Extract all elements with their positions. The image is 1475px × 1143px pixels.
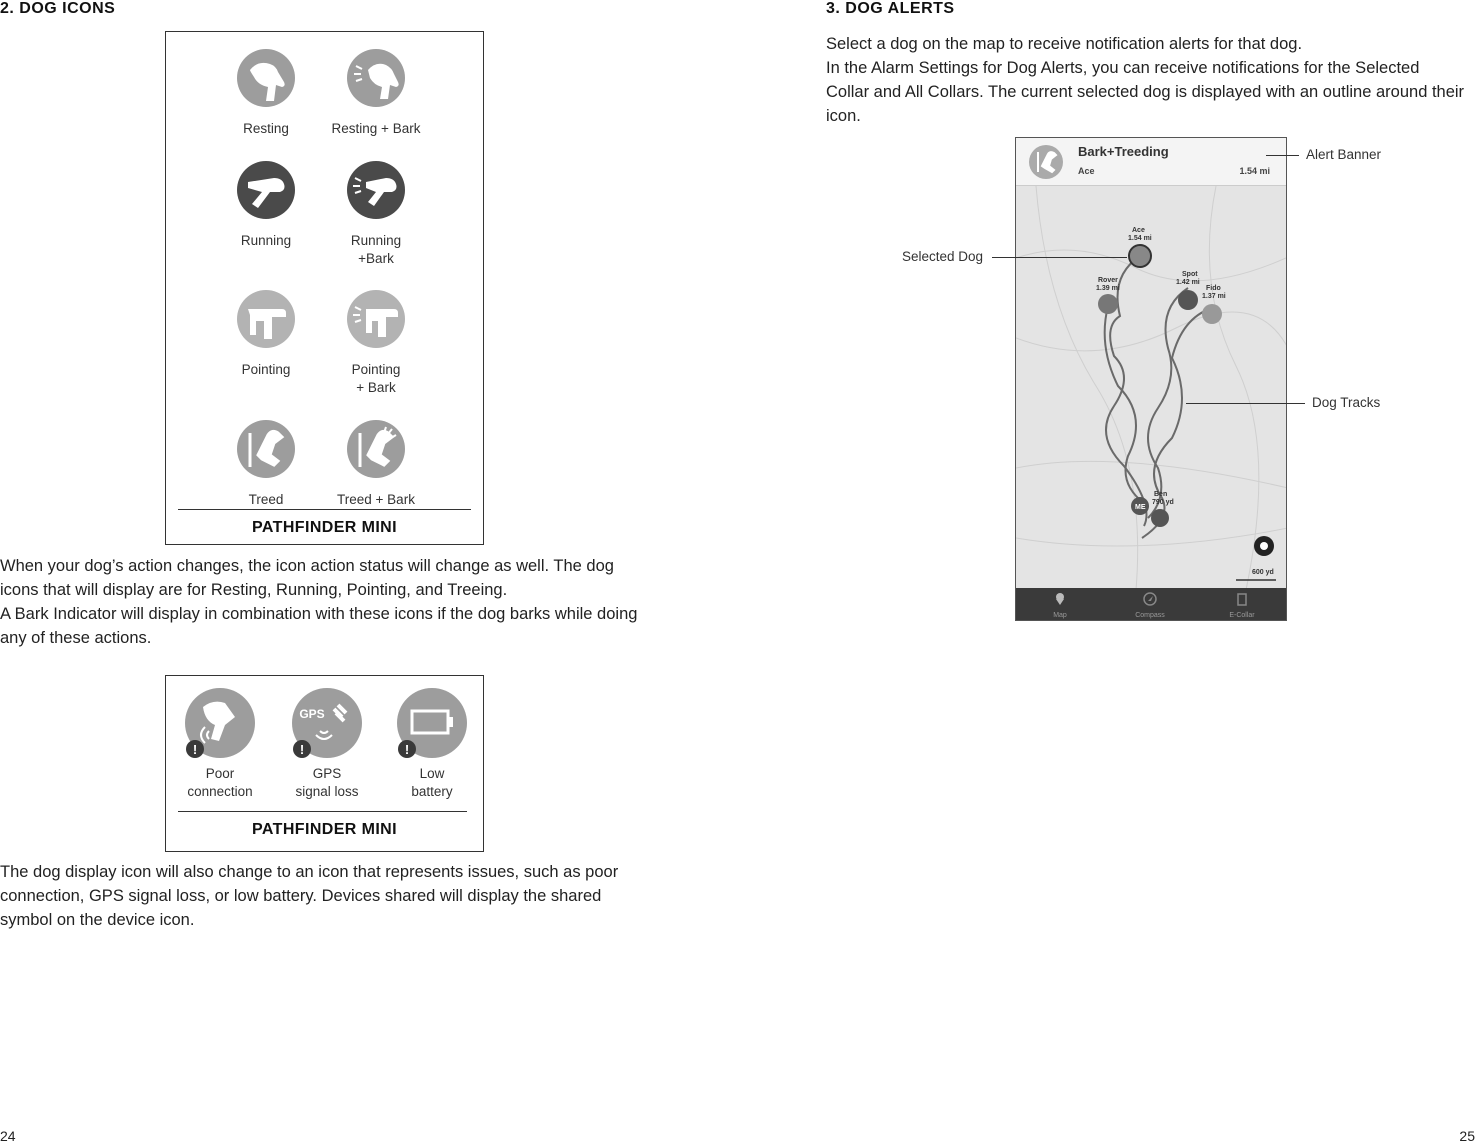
status-label: Resting <box>243 121 289 136</box>
section-heading-dog-alerts: 3. DOG ALERTS <box>826 0 955 17</box>
app-screenshot <box>1015 137 1287 621</box>
box-divider <box>178 509 471 510</box>
callout-dog-tracks: Dog Tracks <box>1312 395 1381 410</box>
page-number-right: 25 <box>1459 1128 1475 1143</box>
page-number-left: 24 <box>0 1128 16 1143</box>
paragraph-dog-icons: When your dog’s action changes, the icon action status will change as well. The dog icons that will display are for Resting, Running, Pointing, and Treeing. A Bark Indicator will display in combination with these icons if the dog barks while doing any of these actions. <box>0 557 638 647</box>
map-pin-icon <box>1053 592 1067 606</box>
callout-line-alert-banner <box>1266 155 1299 156</box>
status-label: Pointing <box>241 362 291 377</box>
bottom-tab-bar <box>1016 588 1286 620</box>
paragraph-issue-icons: The dog display icon will also change to an icon that represents issues, such as poor connection, GPS signal loss, or low battery. Devices shared will display the shared symbol on the device icon. <box>0 863 619 929</box>
status-label: Resting + Bark <box>331 121 421 136</box>
dog-running-icon <box>236 160 296 220</box>
issue-icons-box <box>165 675 484 852</box>
status-running <box>206 160 326 250</box>
gps-signal-loss-icon <box>290 687 364 761</box>
dog-label-name: Rover <box>1098 277 1118 284</box>
alert-banner[interactable] <box>1016 138 1286 186</box>
dog-treed-icon <box>236 419 296 479</box>
status-pointing <box>206 289 326 379</box>
status-resting-bark <box>316 48 436 138</box>
dog-label-distance: 1.37 mi <box>1202 293 1226 300</box>
issue-label: Low battery <box>411 766 453 799</box>
status-label: Running <box>240 233 292 248</box>
map-view <box>1016 138 1287 621</box>
poor-connection-icon <box>183 687 257 761</box>
issue-poor-connection <box>160 687 280 801</box>
issue-low-battery <box>372 687 492 801</box>
dog-resting-icon <box>236 48 296 108</box>
dog-label-name: Ace <box>1132 227 1145 234</box>
low-battery-icon <box>395 687 469 761</box>
dog-label-distance: 1.39 mi <box>1096 285 1120 292</box>
issue-label: Poor connection <box>187 766 253 799</box>
dog-label-name: Spot <box>1182 271 1198 278</box>
dog-pointing-bark-icon <box>346 289 406 349</box>
dog-pointing-icon <box>236 289 296 349</box>
status-label: Treed + Bark <box>337 492 415 507</box>
dog-label-distance: 1.42 mi <box>1176 279 1200 286</box>
callout-line-dog-tracks <box>1186 403 1305 404</box>
gps-badge-text: GPS <box>299 707 325 721</box>
dog-icons-box <box>165 31 484 545</box>
dog-treed-bark-icon <box>346 419 406 479</box>
status-treed-bark <box>316 419 436 509</box>
dog-label-distance: 790 yd <box>1152 499 1174 506</box>
box-title: PATHFINDER MINI <box>252 821 397 838</box>
dog-treed-bark-icon <box>1028 144 1064 180</box>
alert-banner-dog: Ace <box>1078 166 1095 176</box>
alert-banner-title: Bark+Treeding <box>1078 144 1169 159</box>
box-title: PATHFINDER MINI <box>252 519 397 536</box>
status-running-bark <box>316 160 436 268</box>
issue-gps-signal-loss <box>267 687 387 801</box>
box-divider <box>178 811 467 812</box>
compass-icon <box>1143 592 1157 606</box>
tab-e-collar[interactable]: E-Collar <box>1229 612 1255 619</box>
status-label: Pointing + Bark <box>351 362 401 395</box>
dog-running-bark-icon <box>346 160 406 220</box>
paragraph-dog-alerts: Select a dog on the map to receive notification alerts for that dog. In the Alarm Settings for Dog Alerts, you can receive notifications for the Selected Collar and All Collars. The current selected dog is displayed with an outline around their icon. <box>826 35 1465 125</box>
e-collar-icon <box>1235 592 1249 606</box>
section-heading-dog-icons: 2. DOG ICONS <box>0 0 116 17</box>
status-label: Running +Bark <box>350 233 402 266</box>
dog-label-name: Ben <box>1154 491 1168 498</box>
callout-alert-banner: Alert Banner <box>1306 147 1382 162</box>
tab-map[interactable]: Map <box>1053 612 1067 619</box>
status-label: Treed <box>248 492 284 507</box>
dog-label-name: Fido <box>1206 285 1221 292</box>
me-label: ME <box>1135 504 1146 511</box>
alert-banner-distance: 1.54 mi <box>1239 166 1270 176</box>
status-resting <box>206 48 326 138</box>
callout-selected-dog: Selected Dog <box>902 249 984 264</box>
tab-compass[interactable]: Compass <box>1135 612 1165 619</box>
dog-label-distance: 1.54 mi <box>1128 235 1152 242</box>
dog-resting-bark-icon <box>346 48 406 108</box>
svg-text:!: ! <box>299 742 305 757</box>
issue-label: GPS signal loss <box>295 766 359 799</box>
svg-text:!: ! <box>404 742 410 757</box>
callout-line-selected-dog <box>992 257 1127 258</box>
svg-text:!: ! <box>192 742 198 757</box>
status-treed <box>206 419 326 509</box>
map-scale: 600 yd <box>1252 569 1274 576</box>
status-pointing-bark <box>316 289 436 397</box>
